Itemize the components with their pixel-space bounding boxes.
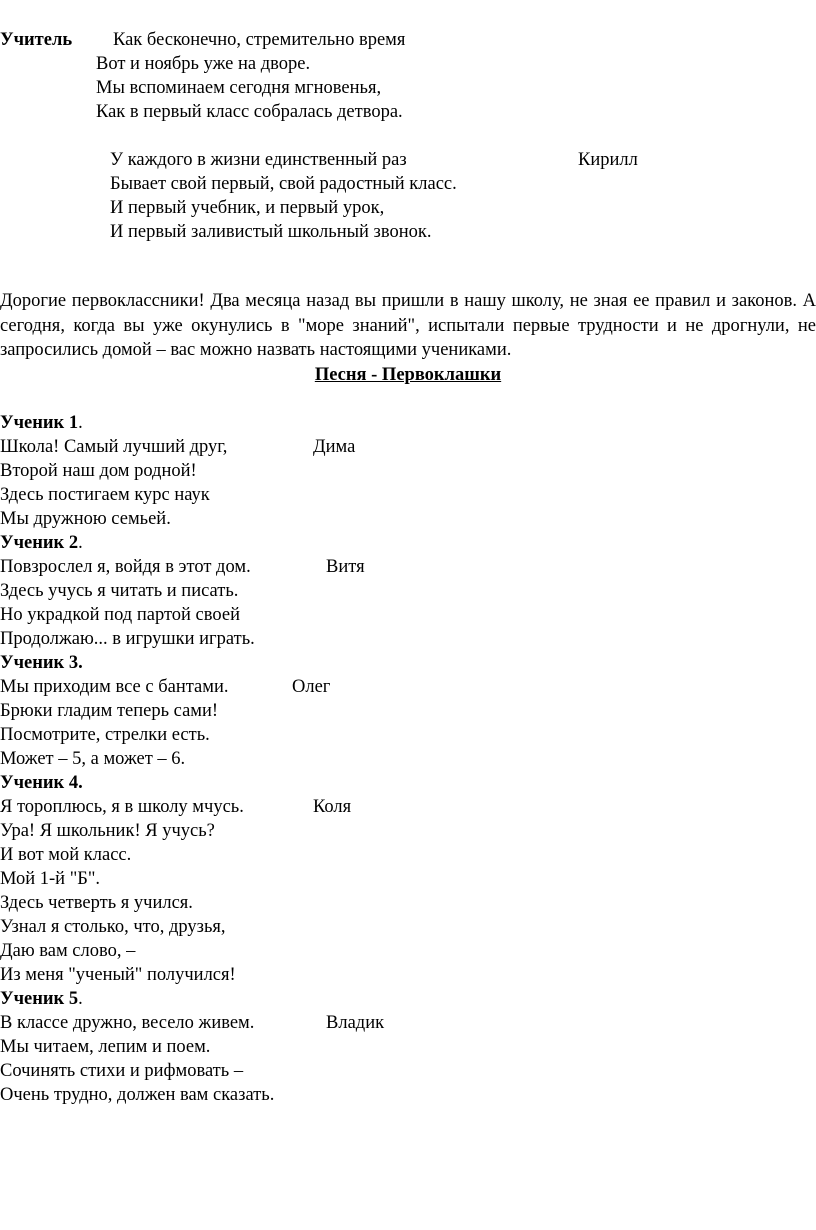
student-label-suffix: . — [78, 413, 83, 433]
poem-line: В классе дружно, весело живем. — [0, 1013, 255, 1033]
student-label: Ученик 3. — [0, 653, 83, 673]
poem-line: Очень трудно, должен вам сказать. — [0, 1085, 275, 1105]
address-paragraph: Дорогие первоклассники! Два месяца назад вы пришли в нашу школу, не зная ее правил и законов. А сегодня, когда вы уже окунулись в "море знаний", испытали первые трудности и не дрогнули, не запросились домой – вас можно назвать настоящими учениками. — [0, 291, 816, 360]
poem-line: Мы дружною семьей. — [0, 509, 171, 529]
poem-line: Я тороплюсь, я в школу мчусь. — [0, 797, 244, 817]
poem-line: Школа! Самый лучший друг, — [0, 437, 228, 457]
poem-line: Но украдкой под партой своей — [0, 605, 240, 625]
poem-line: Брюки гладим теперь сами! — [0, 701, 219, 721]
poem-line: Как бесконечно, стремительно время — [113, 30, 406, 50]
student-heading — [0, 987, 83, 1011]
student-label: Ученик 2 — [0, 533, 79, 553]
student-label-suffix: . — [78, 989, 83, 1009]
poem-line: Мы приходим все с бантами. — [0, 677, 229, 697]
poem-line: Бывает свой первый, свой радостный класс. — [110, 174, 457, 194]
poem-line: Здесь учусь я читать и писать. — [0, 581, 239, 601]
poem-line: Мы читаем, лепим и поем. — [0, 1037, 211, 1057]
poem-line: И первый учебник, и первый урок, — [110, 198, 385, 218]
poem-line: Может – 5, а может – 6. — [0, 749, 186, 769]
poem-line: Даю вам слово, – — [0, 941, 136, 961]
speaker-name: Витя — [326, 557, 365, 577]
student-label: Ученик 5 — [0, 989, 79, 1009]
poem-line: И первый заливистый школьный звонок. — [110, 222, 432, 242]
speaker-name: Владик — [326, 1013, 385, 1033]
poem-line: Вот и ноябрь уже на дворе. — [96, 54, 311, 74]
poem-line: Здесь постигаем курс наук — [0, 485, 210, 505]
student-label: Ученик 1 — [0, 413, 79, 433]
student-heading — [0, 411, 83, 435]
poem-line: Продолжаю... в игрушки играть. — [0, 629, 255, 649]
speaker-name: Дима — [313, 437, 356, 457]
poem-line: Мы вспоминаем сегодня мгновенья, — [96, 78, 382, 98]
poem-line: И вот мой класс. — [0, 845, 132, 865]
poem-line: Повзрослел я, войдя в этот дом. — [0, 557, 251, 577]
poem-line: У каждого в жизни единственный раз — [110, 150, 407, 170]
student-heading — [0, 771, 83, 795]
poem-line: Из меня "ученый" получился! — [0, 965, 236, 985]
poem-line: Мой 1-й "Б". — [0, 869, 101, 889]
student-heading — [0, 651, 83, 675]
student-heading — [0, 531, 83, 555]
student-label: Ученик 4. — [0, 773, 83, 793]
song-title: Песня - Первоклашки — [314, 365, 502, 385]
poem-line: Второй наш дом родной! — [0, 461, 197, 481]
speaker-name: Коля — [313, 797, 352, 817]
student-label-suffix: . — [78, 533, 83, 553]
poem-line: Посмотрите, стрелки есть. — [0, 725, 210, 745]
speaker-name: Олег — [292, 677, 331, 697]
poem-line: Как в первый класс собралась детвора. — [96, 102, 403, 122]
speaker-name: Кирилл — [578, 150, 638, 170]
poem-line: Здесь четверть я учился. — [0, 893, 193, 913]
poem-line: Узнал я столько, что, друзья, — [0, 917, 226, 937]
poem-line: Сочинять стихи и рифмовать – — [0, 1061, 244, 1081]
poem-line: Ура! Я школьник! Я учусь? — [0, 821, 215, 841]
teacher-label: Учитель — [0, 30, 73, 50]
